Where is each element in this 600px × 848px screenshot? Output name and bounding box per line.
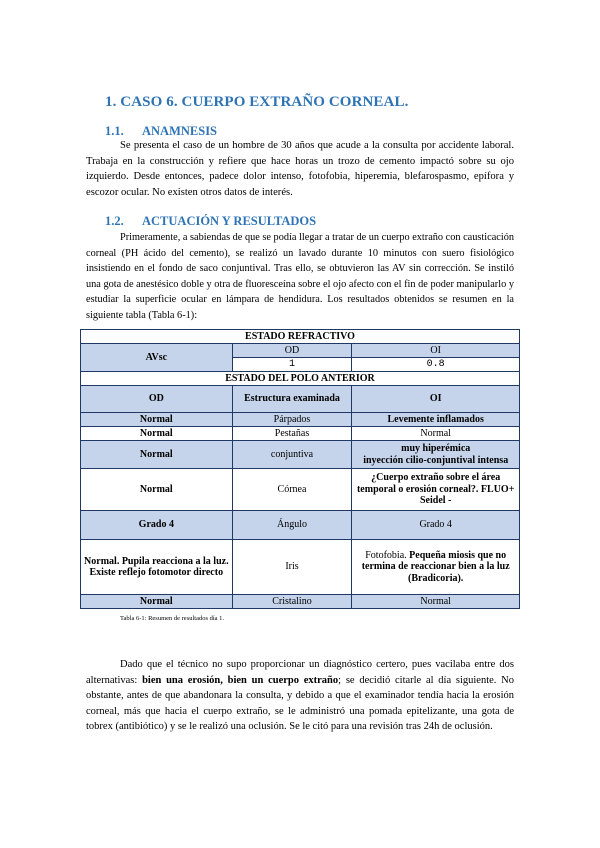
oi-value: 0.8 [352, 358, 520, 372]
row-structure: Cristalino [232, 595, 352, 609]
table-caption: Tabla 6-1: Resumen de resultados día 1. [120, 615, 225, 622]
anamnesis-heading-text: ANAMNESIS [142, 124, 218, 138]
row-structure: Párpados [232, 413, 352, 427]
row-oi: Grado 4 [352, 511, 520, 540]
actuacion-heading-text: ACTUACIÓN Y RESULTADOS [142, 214, 317, 228]
row-od: Normal [81, 427, 233, 441]
row-oi-bold: Pequeña miosis que no termina de reaccionar bien a la luz (Bradicoria). [361, 549, 510, 584]
avsc-label: AVsc [81, 344, 233, 372]
od-value: 1 [232, 358, 352, 372]
row-od: Normal [81, 469, 233, 511]
row-od: Grado 4 [81, 511, 233, 540]
row-oi: Normal [352, 595, 520, 609]
row-oi: ¿Cuerpo extraño sobre el área temporal o erosión corneal?. FLUO+ Seidel - [352, 469, 520, 511]
anamnesis-number: 1.1. [105, 124, 124, 138]
row-oi-line1: muy hiperémica [401, 443, 471, 454]
row-oi: Levemente inflamados [352, 413, 520, 427]
col-structure: Estructura examinada [232, 386, 352, 413]
anterior-header: ESTADO DEL POLO ANTERIOR [81, 372, 520, 386]
closing-text-2: ; se decidió citarle al día siguiente. No obstante, antes de que abandonara la consulta, y debido a que el examinador tendía hacia la erosión corneal, más que hacia el cuerpo extraño, se le administró una pomada epitelizante, una gota de tobrex (antibiótico) y se le realizó una oclusión. Se le citó para una revisión tras 24h de oclusión. [86, 674, 515, 732]
row-od: Normal [81, 595, 233, 609]
row-structure: Iris [232, 540, 352, 595]
row-od: Normal [81, 441, 233, 469]
closing-paragraph [86, 657, 514, 735]
od-label: OD [232, 344, 352, 358]
closing-text-1: Dado que el técnico no supo proporcionar un diagnóstico certero, pues vacilaba entre dos alternativas: [86, 659, 514, 686]
col-od: OD [81, 386, 233, 413]
row-structure: Ángulo [232, 511, 352, 540]
oi-label: OI [352, 344, 520, 358]
closing-bold: bien una erosión, bien un cuerpo extraño [142, 674, 339, 686]
row-oi-plain: Fotofobia. [365, 549, 410, 561]
row-od: Normal. Pupila reacciona a la luz. Existe reflejo fotomotor directo [81, 540, 233, 595]
actuacion-heading [105, 214, 316, 229]
anamnesis-paragraph [86, 138, 514, 200]
row-structure: Pestañas [232, 427, 352, 441]
anamnesis-heading [105, 124, 217, 139]
row-oi: Normal [352, 427, 520, 441]
row-oi [352, 441, 520, 469]
refractive-header: ESTADO REFRACTIVO [81, 330, 520, 344]
actuacion-number: 1.2. [105, 214, 124, 228]
row-oi-line2: inyección cilio-conjuntival intensa [363, 454, 509, 466]
row-oi [352, 540, 520, 595]
row-od: Normal [81, 413, 233, 427]
row-structure: conjuntiva [232, 441, 352, 469]
actuacion-text: Primeramente, a sabiendas de que se podía llegar a tratar de un cuerpo extraño con causticación corneal (PH ácido del cemento), se realizó un lavado durante 10 minutos con suero fisiológico insistiendo en el fondo de saco conjuntival. Tras ello, se obtuvieron las AV sin corrección. Se instiló una gota de anestésico doble y otra de fluoresceína sobre el ojo afecto con el fin de poder manipularlo y estudiar la superficie ocular en lámpara de hendidura. Los resultados obtenidos se resumen en la siguiente tabla (Tabla 6-1): [86, 232, 514, 321]
row-structure: Córnea [232, 469, 352, 511]
results-table [80, 329, 520, 609]
section-title: 1. CASO 6. CUERPO EXTRAÑO CORNEAL. [105, 94, 409, 110]
anamnesis-text: Se presenta el caso de un hombre de 30 años que acude a la consulta por accidente laboral. Trabaja en la construcción y refiere que hace horas un trozo de cemento impactó sobre su ojo izquierdo. Desde entonces, padece dolor intenso, fotofobia, hiperemia, blefarospasmo, epífora y escozor ocular. No existen otros datos de interés. [86, 140, 514, 198]
col-oi: OI [352, 386, 520, 413]
actuacion-paragraph [86, 230, 514, 323]
